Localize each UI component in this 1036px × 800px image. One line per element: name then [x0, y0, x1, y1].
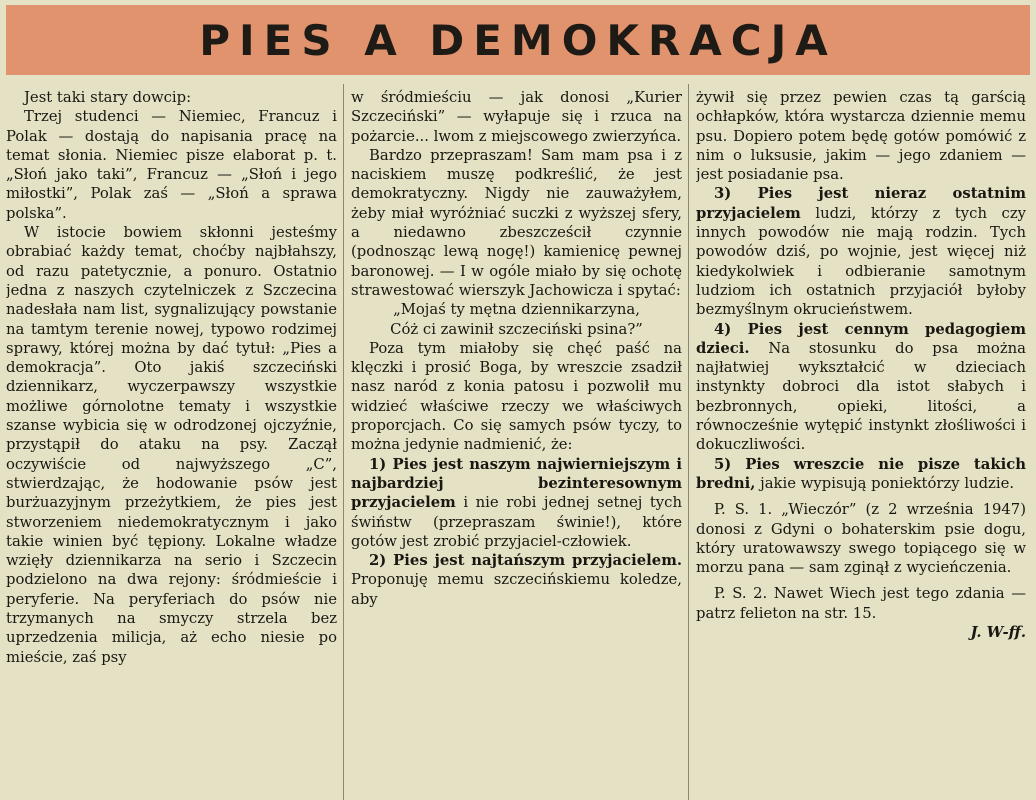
point-heading: 2) Pies jest najtańszym przyjacielem. [369, 552, 682, 570]
point-text: i nie robi jednej setnej tych świństw (przepraszam świnie!), które gotów jest zrobić przyjaciel-człowiek. [351, 494, 682, 550]
paragraph: Poza tym miałoby się chęć paść na klęczki i prosić Boga, by wreszcie zsadził nasz naród z konia patosu i pozwolił mu widzieć właściwe rzeczy we właściwych proporcjach. Co się samych psów tyczy, to można jedynie nadmienić, że: [351, 339, 682, 454]
point-2 [351, 551, 682, 609]
column-1 [6, 88, 337, 800]
article-title: PIES A DEMOKRACJA [199, 15, 837, 65]
point-1 [351, 455, 682, 551]
author-signature: J. W-ff. [970, 624, 1026, 642]
point-heading: 5) Pies wreszcie nie pisze takich bredni, [696, 455, 1026, 492]
verse-line: Cóż ci zawinił szczeciński psina?” [390, 320, 643, 338]
postscript-2: P. S. 2. Nawet Wiech jest tego zdania — patrz felieton na str. 15. [696, 585, 1026, 622]
column-3 [696, 88, 1026, 800]
point-heading: 4) Pies jest cennym pedagogiem dzieci. [696, 320, 1026, 357]
column-2 [351, 88, 682, 800]
paragraph: Jest taki stary dowcip: [24, 89, 192, 106]
paragraph: żywił się przez pewien czas tą garścią ochłapków, która wystarcza dziennie memu psu. Dopiero potem będę gotów pomówić z nim o luksusie, jakim — jego zdaniem — jest posiadanie psa. [696, 89, 1026, 184]
title-banner [6, 5, 1030, 75]
point-text: ludzi, którzy z tych czy innych powodów nie mają rodzin. Tych powodów dziś, po wojnie, jest więcej niż kiedykolwiek i odbieranie samotnym ludziom ich ostatnich przyjaciół byłoby bezmyślnym okrucieństwem. [696, 204, 1026, 319]
verse-line: „Mojaś ty mętna dziennikarzyna, [393, 301, 640, 319]
point-text: Proponuję memu szczecińskiemu koledze, aby [351, 571, 682, 608]
postscript-1: P. S. 1. „Wieczór” (z 2 września 1947) donosi z Gdyni o bohaterskim psie dogu, który uratowawszy swego topiącego się w morzu pana — sam zginął z wycieńczenia. [696, 501, 1026, 577]
paragraph: w śródmieściu — jak donosi „Kurier Szczeciński” — wyłapuje się i rzuca na pożarcie... lwom z miejscowego zwierzyńca. [351, 89, 682, 145]
point-heading: 3) Pies jest nieraz ostatnim przyjacielem [696, 185, 1026, 222]
column-divider [688, 84, 689, 800]
point-5 [696, 455, 1026, 494]
point-text: Na stosunku do psa można najłatwiej wykształcić w dzieciach instynkty dobroci dla istot słabych i bezbronnych, opieki, litości, a równocześnie wytępić instynkt złośliwości i dokuczliwości. [696, 339, 1026, 454]
column-divider [343, 84, 344, 800]
paragraph: Trzej studenci — Niemiec, Francuz i Polak — dostają do napisania pracę na temat słonia. Niemiec pisze elaborat p. t. „Słoń jako taki”, Francuz — „Słoń i jego miłostki”, Polak zaś — „Słoń a sprawa polska”. [6, 108, 337, 222]
point-heading: 1) Pies jest naszym najwierniejszym i najbardziej bezinteresownym przyjacielem [351, 455, 682, 512]
paragraph: Bardzo przepraszam! Sam mam psa i z naciskiem muszę podkreślić, że jest demokratyczny. Nigdy nie zauważyłem, żeby miał wyróżniać suczki z wyższej sfery, a niedawno zbeszcześcił czynnie (podnosząc lewą nogę!) kamienicę pewnej baronowej. — I w ogóle miało by się ochotę strawestować wierszyk Jachowicza i spytać: [351, 146, 682, 299]
paragraph: W istocie bowiem skłonni jesteśmy obrabiać każdy temat, choćby najbłahszy, od razu patetycznie, a ponuro. Ostatnio jedna z naszych czytelniczek z Szczecina nadesłała nam list, sygnalizujący powstanie na tamtym terenie nowej, typowo rodzimej sprawy, której można by dać tytuł: „Pies a demokracja”. Oto jakiś szczeciński dziennikarz, wyczerpawszy wszystkie możliwe górnolotne tematy i wszystkie szanse wybicia się w odrodzonej ojczyźnie, przystąpił do ataku na psy. Zaczął oczywiście od najwyższego „C”, stwierdzając, że hodowanie psów jest burżuazyjnym przeżytkiem, że pies jest stworzeniem niedemokratycznym i jako takie winien być tępiony. Lokalne władze wzięły dziennikarza na serio i Szczecin podzielono na dwa rejony: śródmieście i peryferie. Na peryferiach do psów nie trzymanych na smyczy strzela bez uprzedzenia milicja, aż echo niesie po mieście, zaś psy [6, 224, 337, 666]
point-3 [696, 184, 1026, 319]
point-text: jakie wypisują poniektórzy ludzie. [755, 474, 1015, 492]
point-4 [696, 320, 1026, 455]
